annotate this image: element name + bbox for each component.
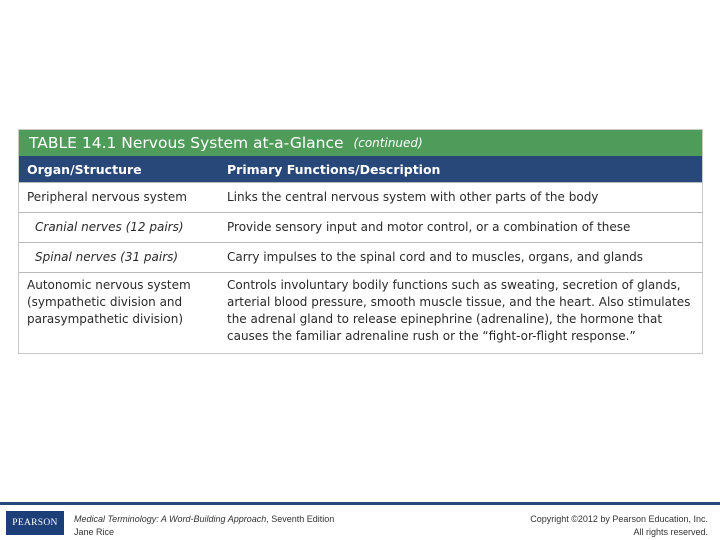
table-row xyxy=(19,212,702,242)
description-cell: Links the central nervous system with other parts of the body xyxy=(227,190,599,204)
table-row xyxy=(19,182,702,212)
footer-copyright xyxy=(530,513,708,539)
header-primary-functions: Primary Functions/Description xyxy=(227,161,441,177)
organ-cell: Cranial nerves (12 pairs) xyxy=(35,220,184,234)
table-row xyxy=(19,272,702,353)
footer-citation xyxy=(74,513,334,539)
table-continued-label: (continued) xyxy=(353,136,423,150)
book-author: Jane Rice xyxy=(74,527,115,537)
nervous-system-table xyxy=(18,129,703,354)
organ-cell: Spinal nerves (31 pairs) xyxy=(35,250,179,264)
copyright-text: Copyright ©2012 by Pearson Education, Inc. xyxy=(530,514,708,524)
header-organ-structure: Organ/Structure xyxy=(27,161,142,177)
table-title-bar xyxy=(19,130,702,156)
table-header-row xyxy=(19,156,702,182)
pearson-logo: PEARSON xyxy=(6,511,64,535)
organ-cell: Autonomic nervous system (sympathetic division and parasympathetic division) xyxy=(27,278,191,326)
footer-divider xyxy=(0,502,720,505)
description-cell: Carry impulses to the spinal cord and to muscles, organs, and glands xyxy=(227,250,644,264)
table-row xyxy=(19,242,702,272)
description-cell: Controls involuntary bodily functions such as sweating, secretion of glands, arterial blood pressure, smooth muscle tissue, and the heart. Also stimulates the adrenal gland to release epinephrine (adrenaline), the hormone that causes the familiar adrenaline rush or the “fight-or-flight response.” xyxy=(227,278,691,343)
book-edition: , Seventh Edition xyxy=(266,514,335,524)
description-cell: Provide sensory input and motor control, or a combination of these xyxy=(227,220,631,234)
organ-cell: Peripheral nervous system xyxy=(27,190,187,204)
book-title: Medical Terminology: A Word-Building Approach xyxy=(74,514,267,524)
rights-text: All rights reserved. xyxy=(633,527,708,537)
table-title: TABLE 14.1 Nervous System at-a-Glance xyxy=(29,134,344,152)
